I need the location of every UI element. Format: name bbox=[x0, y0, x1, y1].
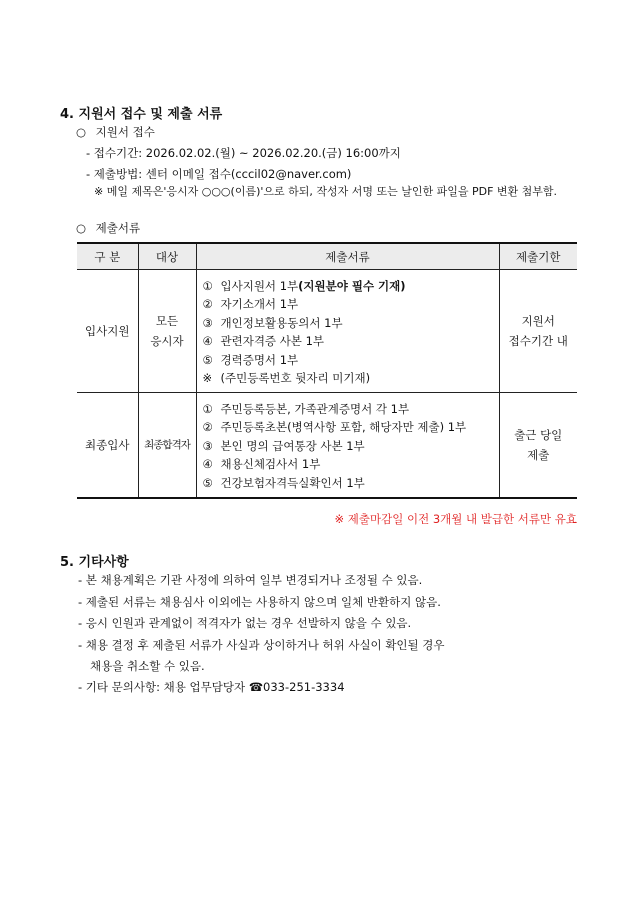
document-item bbox=[203, 437, 493, 456]
item-number: ② bbox=[202, 297, 213, 311]
item-number: ② bbox=[202, 420, 213, 435]
item-text: 자기소개서 1부 bbox=[220, 297, 299, 311]
deadline-line: 제출 bbox=[527, 448, 550, 462]
item-number: ③ bbox=[202, 438, 213, 453]
row-deadline bbox=[499, 270, 577, 393]
row-target bbox=[138, 270, 196, 393]
documents-table bbox=[77, 242, 577, 499]
notice-item: - 제출된 서류는 채용심사 이외에는 사용하지 않으며 일체 반환하지 않음. bbox=[78, 595, 441, 609]
document-item bbox=[203, 474, 493, 493]
item-number: ① bbox=[202, 278, 213, 293]
item-text: 채용신체검사서 1부 bbox=[220, 457, 321, 472]
table-row bbox=[77, 393, 577, 499]
document-item bbox=[203, 332, 493, 351]
validity-note: ※ 제출마감일 이전 3개월 내 발급한 서류만 유효 bbox=[334, 512, 577, 526]
document-item bbox=[203, 314, 493, 333]
deadline-line: 접수기간 내 bbox=[508, 334, 568, 348]
header-target: 대상 bbox=[138, 243, 196, 270]
document-item bbox=[203, 295, 493, 314]
document-item bbox=[203, 351, 493, 370]
row-category: 최종입사 bbox=[77, 393, 138, 499]
documents-heading bbox=[76, 220, 140, 236]
item-text: 입사지원서 1부 bbox=[220, 278, 299, 293]
receipt-heading-label: 지원서 접수 bbox=[95, 125, 155, 139]
item-number: ⑤ bbox=[202, 352, 213, 367]
target-line: 응시자 bbox=[150, 334, 184, 348]
notice-item: - 채용 결정 후 제출된 서류가 사실과 상이하거나 허위 사실이 확인될 경우 bbox=[78, 638, 445, 652]
item-emphasis: (지원분야 필수 기재) bbox=[298, 278, 406, 293]
table-row bbox=[77, 270, 577, 393]
item-text: 본인 명의 급여통장 사본 1부 bbox=[220, 438, 365, 453]
document-item bbox=[203, 455, 493, 474]
item-number: ③ bbox=[202, 315, 213, 330]
item-text: 건강보험자격득실확인서 1부 bbox=[220, 475, 365, 490]
row-target: 최종합격자 bbox=[138, 393, 196, 499]
target-line: 모든 bbox=[155, 314, 179, 328]
document-item bbox=[203, 400, 493, 419]
table-header-row bbox=[77, 243, 577, 270]
header-deadline: 제출기한 bbox=[499, 243, 577, 270]
item-number: ④ bbox=[202, 334, 213, 348]
section-4-title: 4. 지원서 접수 및 제출 서류 bbox=[60, 107, 223, 122]
item-text: 주민등록등본, 가족관계증명서 각 1부 bbox=[220, 401, 410, 416]
row-documents bbox=[196, 393, 499, 499]
receipt-method: - 제출방법: 센터 이메일 접수(cccil02@naver.com) bbox=[86, 167, 352, 181]
receipt-heading bbox=[76, 124, 155, 140]
notice-item: - 응시 인원과 관계없이 적격자가 없는 경우 선발하지 않을 수 있음. bbox=[78, 616, 412, 630]
document-item bbox=[203, 369, 493, 388]
item-text: (주민등록번호 뒷자리 미기재) bbox=[220, 371, 371, 385]
item-text: 주민등록초본(병역사항 포함, 해당자만 제출) 1부 bbox=[220, 420, 467, 435]
document-item bbox=[203, 277, 493, 296]
circle-bullet-icon: ○ bbox=[76, 125, 87, 139]
contact-item: - 기타 문의사항: 채용 업무담당자 ☎033-251-3334 bbox=[78, 680, 345, 694]
deadline-line: 출근 당일 bbox=[514, 428, 563, 442]
receipt-period: - 접수기간: 2026.02.02.(월) ~ 2026.02.20.(금) 16:00까지 bbox=[86, 146, 401, 160]
item-text: 경력증명서 1부 bbox=[220, 352, 299, 367]
document-item bbox=[203, 418, 493, 437]
section-5-title: 5. 기타사항 bbox=[60, 555, 129, 570]
receipt-note: ※ 메일 제목은'응시자 ○○○(이름)'으로 하되, 작성자 서명 또는 날인한 파일을 PDF 변환 첨부함. bbox=[94, 185, 558, 198]
item-text: 개인정보활용동의서 1부 bbox=[220, 315, 343, 330]
deadline-line: 지원서 bbox=[521, 314, 555, 328]
item-number: ※ bbox=[202, 371, 213, 385]
item-number: ① bbox=[202, 401, 213, 416]
notice-item-continued: 채용을 취소할 수 있음. bbox=[90, 659, 205, 673]
row-deadline bbox=[499, 393, 577, 499]
header-documents: 제출서류 bbox=[196, 243, 499, 270]
item-number: ④ bbox=[202, 457, 213, 472]
item-text: 관련자격증 사본 1부 bbox=[220, 334, 324, 348]
header-category: 구 분 bbox=[77, 243, 138, 270]
row-documents bbox=[196, 270, 499, 393]
item-number: ⑤ bbox=[202, 475, 213, 490]
notice-item: - 본 채용계획은 기관 사정에 의하여 일부 변경되거나 조정될 수 있음. bbox=[78, 573, 423, 587]
row-category: 입사지원 bbox=[77, 270, 138, 393]
circle-bullet-icon: ○ bbox=[76, 221, 87, 235]
documents-heading-label: 제출서류 bbox=[95, 221, 141, 235]
